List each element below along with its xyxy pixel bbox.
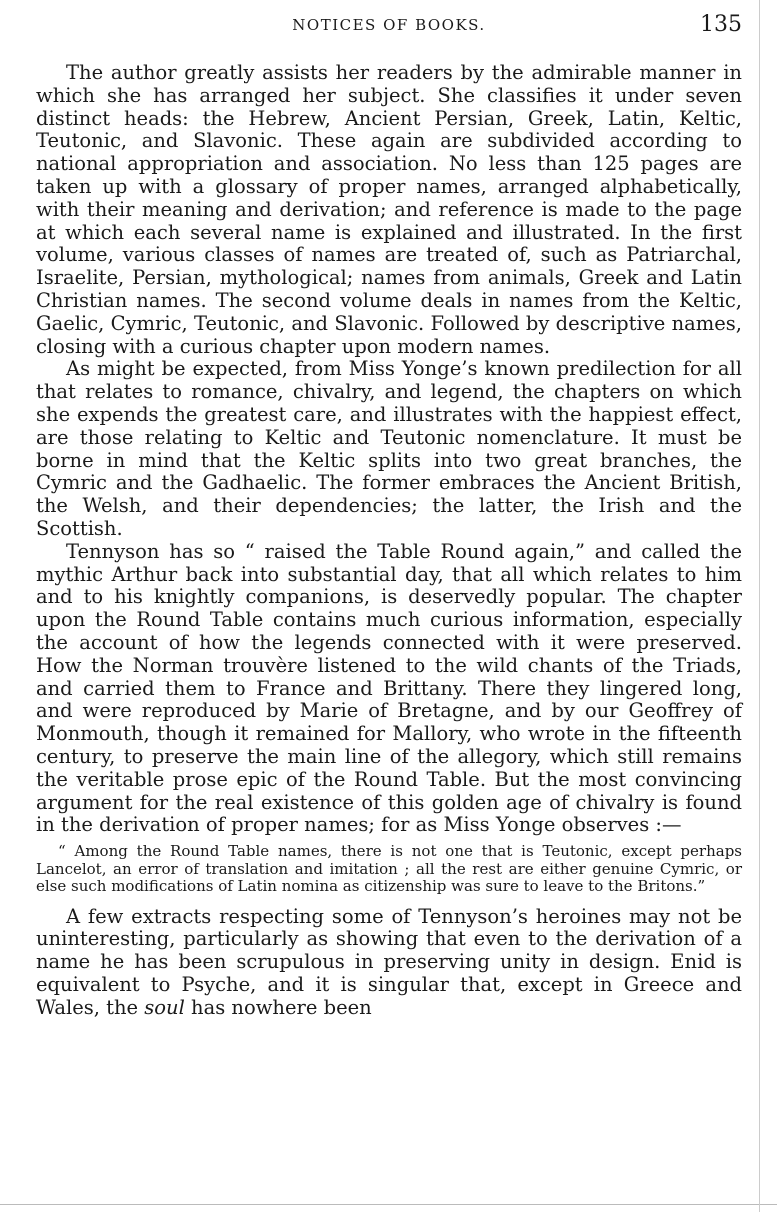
bottom-edge-line [0, 1204, 777, 1205]
body-text [36, 62, 742, 1020]
page-number: 135 [700, 12, 742, 37]
paragraph-3: Tennyson has so “ raised the Table Round again,” and called the mythic Arthur back into substantial day, that all which relates to him and to his knightly companions, is deservedly popular. The chapter upon the Round Table contains much curious information, especially the account of how the legends connected with it were preserved. How the Norman trouvère listened to the wild chants of the Triads, and carried them to France and Brittany. There they lingered long, and were reproduced by Marie of Bretagne, and by our Geoffrey of Monmouth, though it remained for Mallory, who wrote in the fifteenth century, to preserve the main line of the allegory, which still remains the veritable prose epic of the Round Table. But the most convincing argument for the real existence of this golden age of chivalry is found in the derivation of proper names; for as Miss Yonge observes :— [36, 539, 742, 837]
page-header [36, 12, 742, 42]
paragraph-4 [36, 906, 742, 1020]
paragraph-4-text-start: A few extracts respecting some of Tennyson’s heroines may not be uninteresting, particularly as showing that even to the derivation of a name he has been scrupulous in preserving unity in design. Enid is equivalent to Psyche, and it is singular that, except in Greece and Wales, the [36, 904, 742, 1019]
block-quote: “ Among the Round Table names, there is not one that is Teutonic, except perhaps Lancelot, an error of translation and imitation ; all the rest are either genuine Cymric, or else such modifications of Latin nomina as citizenship was sure to leave to the Britons.” [36, 842, 742, 896]
running-title: NOTICES OF BOOKS. [292, 16, 486, 34]
right-edge-line [759, 0, 760, 1212]
paragraph-1: The author greatly assists her readers by the admirable manner in which she has arranged her subject. She classifies it under seven distinct heads: the Hebrew, Ancient Persian, Greek, Latin, Keltic, Teutonic, and Slavonic. These again are subdivided according to national appropriation and association. No less than 125 pages are taken up with a glossary of proper names, arranged alphabetically, with their meaning and derivation; and reference is made to the page at which each several name is explained and illustrated. In the first volume, various classes of names are treated of, such as Patriarchal, Israelite, Persian, mythological; names from animals, Greek and Latin Christian names. The second volume deals in names from the Keltic, Gaelic, Cymric, Teutonic, and Slavonic. Followed by descriptive names, closing with a curious chapter upon modern names. [36, 61, 742, 358]
paragraph-4-text-end: has nowhere been [184, 995, 372, 1019]
italic-word-soul: soul [144, 995, 185, 1019]
paragraph-2: As might be expected, from Miss Yonge’s known predilection for all that relates to romance, chivalry, and legend, the chapters on which she expends the greatest care, and illustrates with the happiest effect, are those relating to Keltic and Teutonic nomenclature. It must be borne in mind that the Keltic splits into two great branches, the Cymric and the Gadhaelic. The former embraces the Ancient British, the Welsh, and their dependencies; the latter, the Irish and the Scottish. [36, 357, 742, 540]
